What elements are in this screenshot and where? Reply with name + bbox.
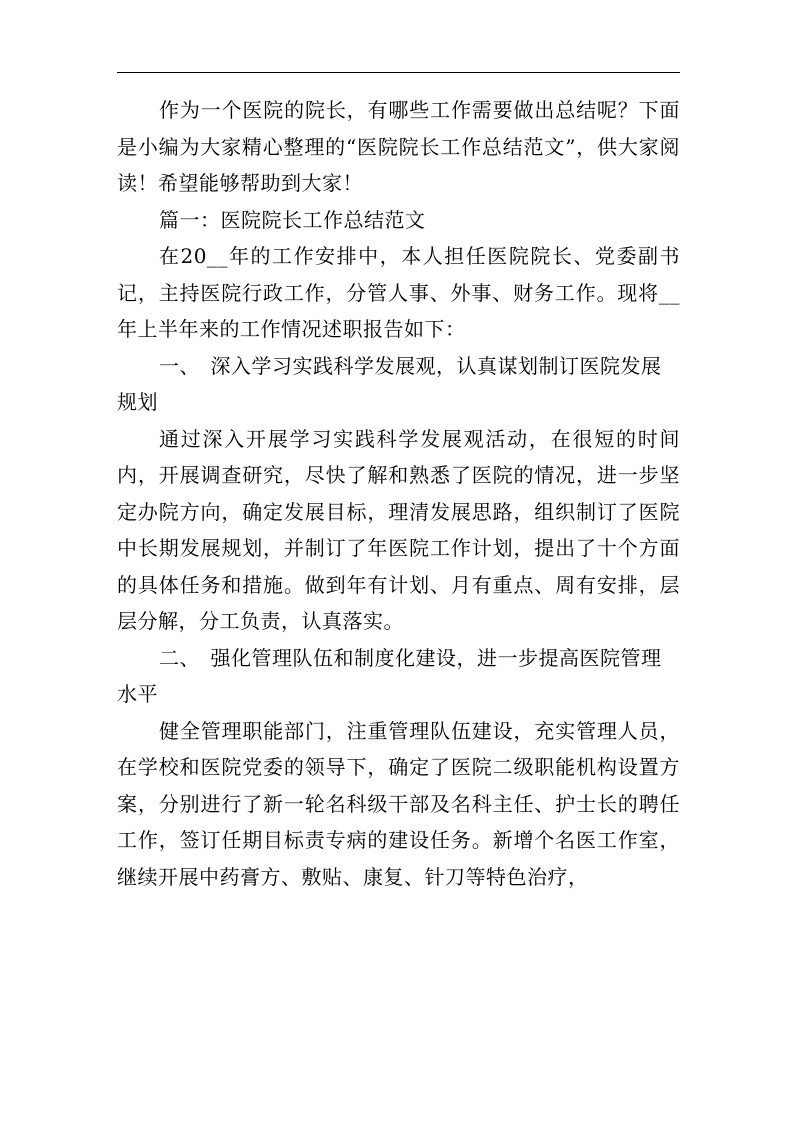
article-heading: 篇一：医院院长工作总结范文 — [159, 207, 426, 232]
header-rule — [117, 72, 680, 73]
section-heading-2: 二、 强化管理队伍和制度化建设，进一步提高医院管理水平 — [117, 645, 662, 706]
section-1-paragraph: 通过深入开展学习实践科学发展观活动，在很短的时间内，开展调查研究，尽快了解和熟悉了医院的情况，进一步坚定办院方向，确定发展目标，理清发展思路，组织制订了医院中长期发展规划，并制订了年医院工作计划，提出了十个方面的具体任务和措施。做到年有计划、月有重点、周有安排，层层分解，分工负责，认真落实。 — [117, 426, 680, 633]
section-2-paragraph: 健全管理职能部门，注重管理队伍建设，充实管理人员，在学校和医院党委的领导下，确定了医院二级职能机构设置方案，分别进行了新一轮名科级干部及名科主任、护士长的聘任工作，签订任期目标责专病的建设任务。新增个名医工作室，继续开展中药膏方、敷贴、康复、针刀等特色治疗， — [117, 718, 680, 889]
intro-paragraph: 作为一个医院的院长，有哪些工作需要做出总结呢？下面是小编为大家精心整理的“医院院长工作总结范文”，供大家阅读！希望能够帮助到大家！ — [117, 98, 680, 195]
document-body — [117, 92, 680, 895]
report-intro-paragraph: 在20__年的工作安排中，本人担任医院院长、党委副书记，主持医院行政工作，分管人事、外事、财务工作。现将__年上半年来的工作情况述职报告如下： — [117, 244, 680, 341]
section-heading-1: 一、 深入学习实践科学发展观，认真谋划制订医院发展规划 — [117, 353, 662, 414]
